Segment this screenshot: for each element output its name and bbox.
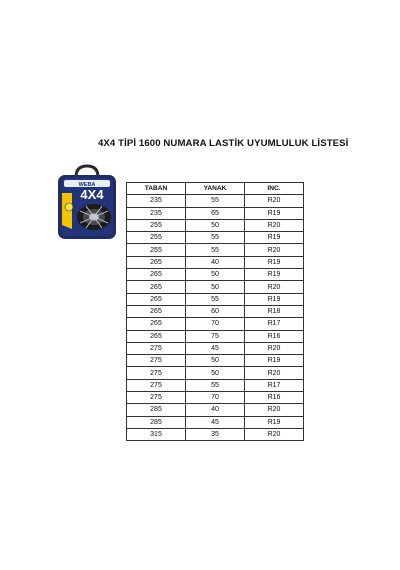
table-header-row: [127, 183, 304, 195]
cell-yanak: 50: [186, 367, 245, 379]
cell-yanak: 70: [186, 392, 245, 404]
table-row: [127, 330, 304, 342]
column-header-yanak: YANAK: [186, 183, 245, 195]
cell-inc: R20: [245, 342, 304, 354]
cell-inc: R20: [245, 195, 304, 207]
table-row: [127, 392, 304, 404]
cell-taban: 265: [127, 269, 186, 281]
cell-yanak: 60: [186, 305, 245, 317]
cell-taban: 265: [127, 256, 186, 268]
table-row: [127, 281, 304, 293]
table-row: [127, 244, 304, 256]
cell-inc: R17: [245, 379, 304, 391]
table-row: [127, 318, 304, 330]
cell-inc: R19: [245, 232, 304, 244]
cell-yanak: 55: [186, 244, 245, 256]
cell-taban: 275: [127, 342, 186, 354]
cell-inc: R20: [245, 367, 304, 379]
cell-taban: 255: [127, 244, 186, 256]
cell-yanak: 45: [186, 342, 245, 354]
table-row: [127, 379, 304, 391]
cell-inc: R19: [245, 293, 304, 305]
page-title: 4X4 TİPİ 1600 NUMARA LASTİK UYUMLULUK LİSTESİ: [98, 138, 349, 149]
cell-inc: R16: [245, 392, 304, 404]
cell-inc: R20: [245, 281, 304, 293]
table-row: [127, 269, 304, 281]
cell-yanak: 55: [186, 379, 245, 391]
cell-yanak: 45: [186, 416, 245, 428]
cell-taban: 255: [127, 219, 186, 231]
brand-label: WEBA: [78, 181, 96, 188]
cell-yanak: 40: [186, 404, 245, 416]
cell-inc: R19: [245, 256, 304, 268]
table-row: [127, 367, 304, 379]
cell-taban: 315: [127, 428, 186, 440]
cell-taban: 275: [127, 379, 186, 391]
column-header-inc: INC.: [245, 183, 304, 195]
table-row: [127, 293, 304, 305]
cell-inc: R19: [245, 416, 304, 428]
cell-taban: 275: [127, 355, 186, 367]
cell-taban: 285: [127, 404, 186, 416]
cell-yanak: 50: [186, 269, 245, 281]
cell-taban: 235: [127, 207, 186, 219]
cell-inc: R18: [245, 305, 304, 317]
table-row: [127, 342, 304, 354]
table-row: [127, 305, 304, 317]
cell-inc: R16: [245, 330, 304, 342]
column-header-taban: TABAN: [127, 183, 186, 195]
table-row: [127, 428, 304, 440]
cell-inc: R20: [245, 219, 304, 231]
cell-taban: 235: [127, 195, 186, 207]
cell-taban: 275: [127, 392, 186, 404]
cell-taban: 265: [127, 293, 186, 305]
table-row: [127, 416, 304, 428]
cell-inc: R20: [245, 428, 304, 440]
cell-yanak: 50: [186, 355, 245, 367]
cell-yanak: 40: [186, 256, 245, 268]
cell-inc: R19: [245, 355, 304, 367]
cell-yanak: 50: [186, 219, 245, 231]
cell-taban: 255: [127, 232, 186, 244]
cell-taban: 285: [127, 416, 186, 428]
compatibility-table: [126, 182, 304, 441]
box-label: 4X4: [80, 187, 104, 202]
cell-taban: 265: [127, 318, 186, 330]
table-row: [127, 404, 304, 416]
table-row: [127, 219, 304, 231]
product-box-image: [56, 163, 118, 241]
cell-inc: R19: [245, 269, 304, 281]
cell-taban: 275: [127, 367, 186, 379]
cell-yanak: 65: [186, 207, 245, 219]
cell-yanak: 55: [186, 195, 245, 207]
cell-inc: R20: [245, 244, 304, 256]
table-row: [127, 355, 304, 367]
cell-yanak: 55: [186, 232, 245, 244]
table-row: [127, 207, 304, 219]
cell-inc: R17: [245, 318, 304, 330]
cell-yanak: 70: [186, 318, 245, 330]
cell-taban: 265: [127, 330, 186, 342]
cell-yanak: 50: [186, 281, 245, 293]
table-row: [127, 195, 304, 207]
cell-inc: R20: [245, 404, 304, 416]
cell-taban: 265: [127, 305, 186, 317]
cell-inc: R19: [245, 207, 304, 219]
table-row: [127, 256, 304, 268]
table-row: [127, 232, 304, 244]
cell-taban: 265: [127, 281, 186, 293]
cell-yanak: 55: [186, 293, 245, 305]
cell-yanak: 75: [186, 330, 245, 342]
cell-yanak: 35: [186, 428, 245, 440]
